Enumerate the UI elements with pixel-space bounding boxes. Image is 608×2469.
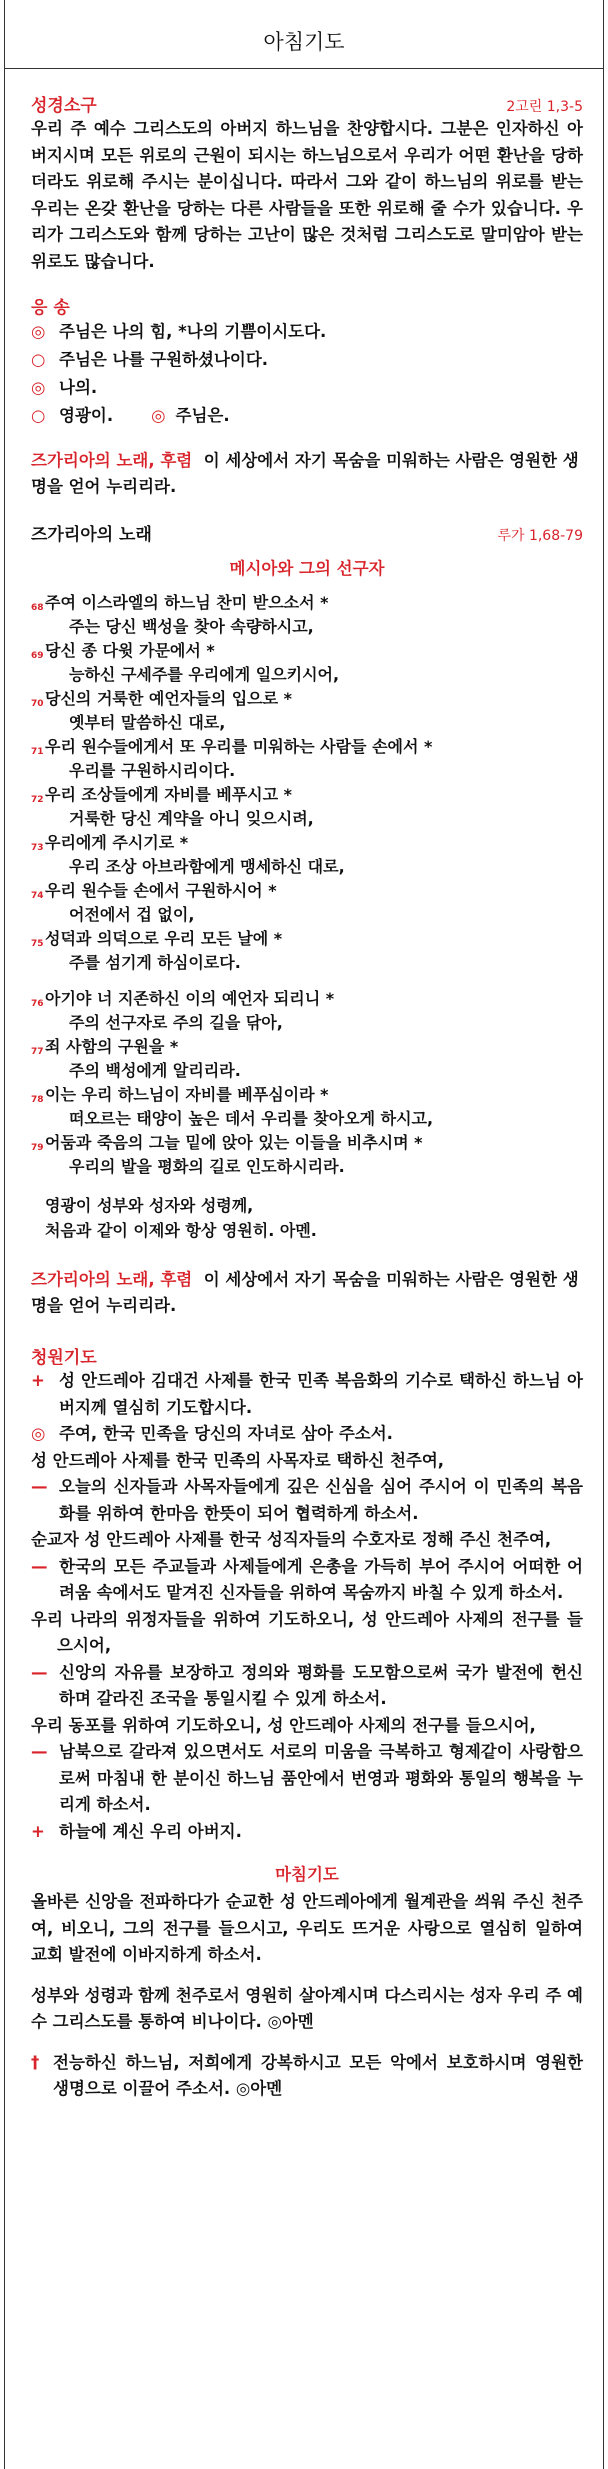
verse-line: 주의 백성에게 알리리라. xyxy=(69,1061,241,1080)
verse-body xyxy=(45,735,432,783)
canticle-verse xyxy=(31,735,583,783)
intercession-item xyxy=(31,1421,583,1448)
intercession-item xyxy=(31,1474,583,1527)
response-text: 주님은 나를 구원하셨나이다. xyxy=(59,350,269,369)
canticle-verse xyxy=(31,927,583,975)
verse-body xyxy=(45,783,314,831)
response-text: 영광이. xyxy=(59,406,114,425)
verse-number: 68 xyxy=(31,603,44,613)
cross-symbol: + xyxy=(31,1371,45,1390)
antiphon-2 xyxy=(31,1267,583,1319)
dash-symbol: — xyxy=(31,1556,48,1576)
verse-line: 능하신 구세주를 우리에게 일으키시어, xyxy=(69,665,340,684)
cross-symbol: + xyxy=(31,1821,45,1841)
page-title: 아침기도 xyxy=(263,30,345,54)
dash-symbol: — xyxy=(31,1742,48,1761)
intercession-item xyxy=(31,1368,583,1421)
canticle-verse xyxy=(31,1035,583,1083)
closing-doxology: 성부와 성령과 함께 천주로서 영원히 살아계시며 다스리시는 성자 우리 주 예수 그리스도를 통하여 비나이다. ◎아멘 xyxy=(31,1985,583,2031)
verse-number: 75 xyxy=(31,939,44,949)
verse-body xyxy=(45,927,282,975)
antiphon-text: 이 세상에서 자기 목숨을 미워하는 사람은 영원한 생명을 얻어 누리리라. xyxy=(31,1270,579,1315)
canticle-verses xyxy=(31,591,583,1179)
intercession-item xyxy=(31,1739,583,1819)
verse-body xyxy=(45,687,292,735)
verse-line: 주여 이스라엘의 하느님 찬미 받으소서 * xyxy=(45,593,329,612)
verse-number: 76 xyxy=(31,999,44,1009)
verse-body xyxy=(45,987,334,1035)
intercessions-heading: 청원기도 xyxy=(31,1348,97,1368)
verse-number: 73 xyxy=(31,843,44,853)
verse-body xyxy=(45,639,339,687)
intercession-text: 성 안드레아 김대건 사제를 한국 민족 복음화의 기수로 택하신 하느님 아버지께 열심히 기도합시다. xyxy=(59,1371,583,1417)
canticle-verse xyxy=(31,831,583,879)
scripture-header xyxy=(31,91,583,116)
verse-line: 당신 종 다윗 가문에서 * xyxy=(45,641,215,660)
canticle-verse xyxy=(31,987,583,1035)
verse-number: 74 xyxy=(31,891,44,901)
response-line xyxy=(31,318,583,346)
verse-line: 우리 조상들에게 자비를 베푸시고 * xyxy=(45,785,293,804)
canticle-verse xyxy=(31,687,583,735)
intercession-text: 오늘의 신자들과 사목자들에게 깊은 신심을 심어 주시어 이 민족의 복음화를 위하여 한마음 한뜻이 되어 협력하게 하소서. xyxy=(59,1477,583,1523)
verse-number: 71 xyxy=(31,747,44,757)
verse-body xyxy=(45,1083,433,1131)
verse-line: 주는 당신 백성을 찾아 속량하시고, xyxy=(69,617,314,636)
intercession-item xyxy=(31,1554,583,1607)
blessing-text: 전능하신 하느님, 저희에게 강복하시고 모든 악에서 보호하시며 영원한 생명으로 이끌어 주소서. ◎아멘 xyxy=(53,2052,583,2098)
canticle-verse xyxy=(31,591,583,639)
verse-number: 77 xyxy=(31,1047,44,1057)
response-header xyxy=(31,293,583,318)
verse-line: 어둠과 죽음의 그늘 밑에 앉아 있는 이들을 비추시며 * xyxy=(45,1133,423,1152)
intercession-text: 우리 동포를 위하여 기도하오니, 성 안드레아 사제의 전구를 들으시어, xyxy=(31,1715,536,1735)
response-text: 주님은. xyxy=(175,406,230,425)
cross-symbol: † xyxy=(31,2052,40,2072)
verse-body xyxy=(45,831,345,879)
intercession-text: 남북으로 갈라져 있으면서도 서로의 미움을 극복하고 형제같이 사랑함으로써 마침내 한 분이신 하느님 품안에서 번영과 평화와 통일의 행복을 누리게 하소서. xyxy=(59,1742,583,1814)
blessing xyxy=(31,2050,583,2103)
verse-line: 옛부터 말씀하신 대로, xyxy=(69,713,226,732)
closing-heading: 마침기도 xyxy=(275,1865,339,1884)
intercession-item xyxy=(31,1660,583,1713)
verse-line: 주를 섬기게 하심이로다. xyxy=(69,953,241,972)
canticle-header xyxy=(31,520,583,545)
closing-text: 올바른 신앙을 전파하다가 순교한 성 안드레아에게 월계관을 씌워 주신 천주여, 비오니, 그의 전구를 들으시고, 우리도 뜨거운 사랑으로 열심히 일하여 교회 발전에 이바지하게 하소서. xyxy=(31,1892,583,1964)
verse-line: 우리의 발을 평화의 길로 인도하시리라. xyxy=(69,1157,345,1176)
intercession-item xyxy=(31,1819,583,1846)
verse-body xyxy=(45,879,277,927)
canticle-ref: 루가 1,68-79 xyxy=(497,528,583,544)
verse-line: 우리 조상 아브라함에게 맹세하신 대로, xyxy=(69,857,345,876)
intercession-text: 한국의 모든 주교들과 사제들에게 은총을 가득히 부어 주시어 어떠한 어려움 속에서도 맡겨진 신자들을 위하여 목숨까지 바칠 수 있게 하소서. xyxy=(59,1556,583,1602)
response-symbol: ◎ xyxy=(31,322,46,341)
verse-line: 우리를 구원하시리이다. xyxy=(69,761,236,780)
glory-line: 처음과 같이 이제와 항상 영원히. 아멘. xyxy=(45,1221,317,1240)
verse-number: 72 xyxy=(31,795,44,805)
canticle-verse xyxy=(31,1083,583,1131)
intercession-text: 성 안드레아 사제를 한국 민족의 사목자로 택하신 천주여, xyxy=(31,1450,445,1470)
response-symbol: ○ xyxy=(31,406,46,425)
verse-line: 죄 사함의 구원을 * xyxy=(45,1037,179,1056)
verse-number: 70 xyxy=(31,699,44,709)
verse-body xyxy=(45,591,329,639)
response-symbol: ◎ xyxy=(31,378,46,397)
verse-line: 거룩한 당신 계약을 아니 잊으시려, xyxy=(69,809,314,828)
verse-line: 아기야 너 지존하신 이의 예언자 되리니 * xyxy=(45,989,335,1008)
response-symbol: ○ xyxy=(31,350,46,369)
response-text: 주님은 나의 힘, *나의 기쁨이시도다. xyxy=(59,322,327,341)
dash-symbol: — xyxy=(31,1662,48,1682)
response-symbol: ◎ xyxy=(31,1424,46,1443)
verse-line: 당신의 거룩한 예언자들의 입으로 * xyxy=(45,689,293,708)
verse-number: 69 xyxy=(31,651,44,661)
canticle-verse xyxy=(31,1131,583,1179)
scripture-ref: 2고린 1,3-5 xyxy=(506,99,583,115)
verse-line: 성덕과 의덕으로 우리 모든 날에 * xyxy=(45,929,283,948)
verse-line: 떠오르는 태양이 높은 데서 우리를 찾아오게 하시고, xyxy=(69,1109,434,1128)
verse-number: 78 xyxy=(31,1095,44,1105)
intercession-text: 신앙의 자유를 보장하고 정의와 평화를 도모함으로써 국가 발전에 헌신하며 갈라진 조국을 통일시킬 수 있게 하소서. xyxy=(59,1662,583,1708)
response-line xyxy=(31,346,583,374)
antiphon-text: 이 세상에서 자기 목숨을 미워하는 사람은 영원한 생명을 얻어 누리리라. xyxy=(31,451,579,496)
canticle-verse xyxy=(31,879,583,927)
verse-body xyxy=(45,1035,241,1083)
glory-be xyxy=(31,1193,583,1243)
scripture-text: 우리 주 예수 그리스도의 아버지 하느님을 찬양합시다. 그분은 인자하신 아버지시며 모든 위로의 근원이 되시는 하느님으로서 우리가 어떤 환난을 당하더라도 위로해 주시는 분이십니다. 따라서 그와 같이 하느님의 위로를 받는 우리는 온갖 환난을 당하는 다른 사람들을 또한 위로해 줄 수가 있습니다. 우리가 그리스도와 함께 당하는 고난이 많은 것처럼 그리스도로 말미암아 받는 위로도 많습니다. xyxy=(31,119,583,271)
antiphon-label: 즈가리아의 노래, 후렴 xyxy=(31,451,193,470)
antiphon-label: 즈가리아의 노래, 후렴 xyxy=(31,1270,193,1289)
response-heading: 응 송 xyxy=(31,298,70,318)
intercession-text: 순교자 성 안드레아 사제를 한국 성직자들의 수호자로 정해 주신 천주여, xyxy=(31,1530,552,1549)
verse-gap xyxy=(31,975,583,987)
canticle-heading: 즈가리아의 노래 xyxy=(31,525,152,545)
response-symbol: ◎ xyxy=(151,406,166,425)
verse-line: 어전에서 겁 없이, xyxy=(69,905,195,924)
prayer-content xyxy=(5,69,603,2103)
intercession-text: 우리 나라의 위정자들을 위하여 기도하오니, 성 안드레아 사제의 전구를 들으시어, xyxy=(31,1609,583,1655)
intercessions-header xyxy=(31,1343,583,1368)
response-line xyxy=(31,402,583,430)
scripture-heading: 성경소구 xyxy=(31,96,97,116)
glory-line: 영광이 성부와 성자와 성령께, xyxy=(45,1196,254,1215)
verse-line: 이는 우리 하느님이 자비를 베푸심이라 * xyxy=(45,1085,329,1104)
dash-symbol: — xyxy=(31,1477,48,1496)
canticle-verse xyxy=(31,639,583,687)
response-text: 나의. xyxy=(59,378,98,397)
response-line xyxy=(31,374,583,402)
canticle-subheading: 메시아와 그의 선구자 xyxy=(229,559,385,578)
verse-body xyxy=(45,1131,423,1179)
intercession-text: 하늘에 계신 우리 아버지. xyxy=(59,1821,242,1841)
verse-line: 우리 원수들 손에서 구원하시어 * xyxy=(45,881,277,900)
verse-line: 우리에게 주시기로 * xyxy=(45,833,189,852)
verse-line: 우리 원수들에게서 또 우리를 미워하는 사람들 손에서 * xyxy=(45,737,433,756)
verse-line: 주의 선구자로 주의 길을 닦아, xyxy=(69,1013,283,1032)
antiphon-1 xyxy=(31,448,583,500)
prayer-page xyxy=(4,0,604,2469)
canticle-verse xyxy=(31,783,583,831)
intercession-text: 주여, 한국 민족을 당신의 자녀로 삼아 주소서. xyxy=(59,1424,393,1443)
verse-number: 79 xyxy=(31,1143,44,1153)
